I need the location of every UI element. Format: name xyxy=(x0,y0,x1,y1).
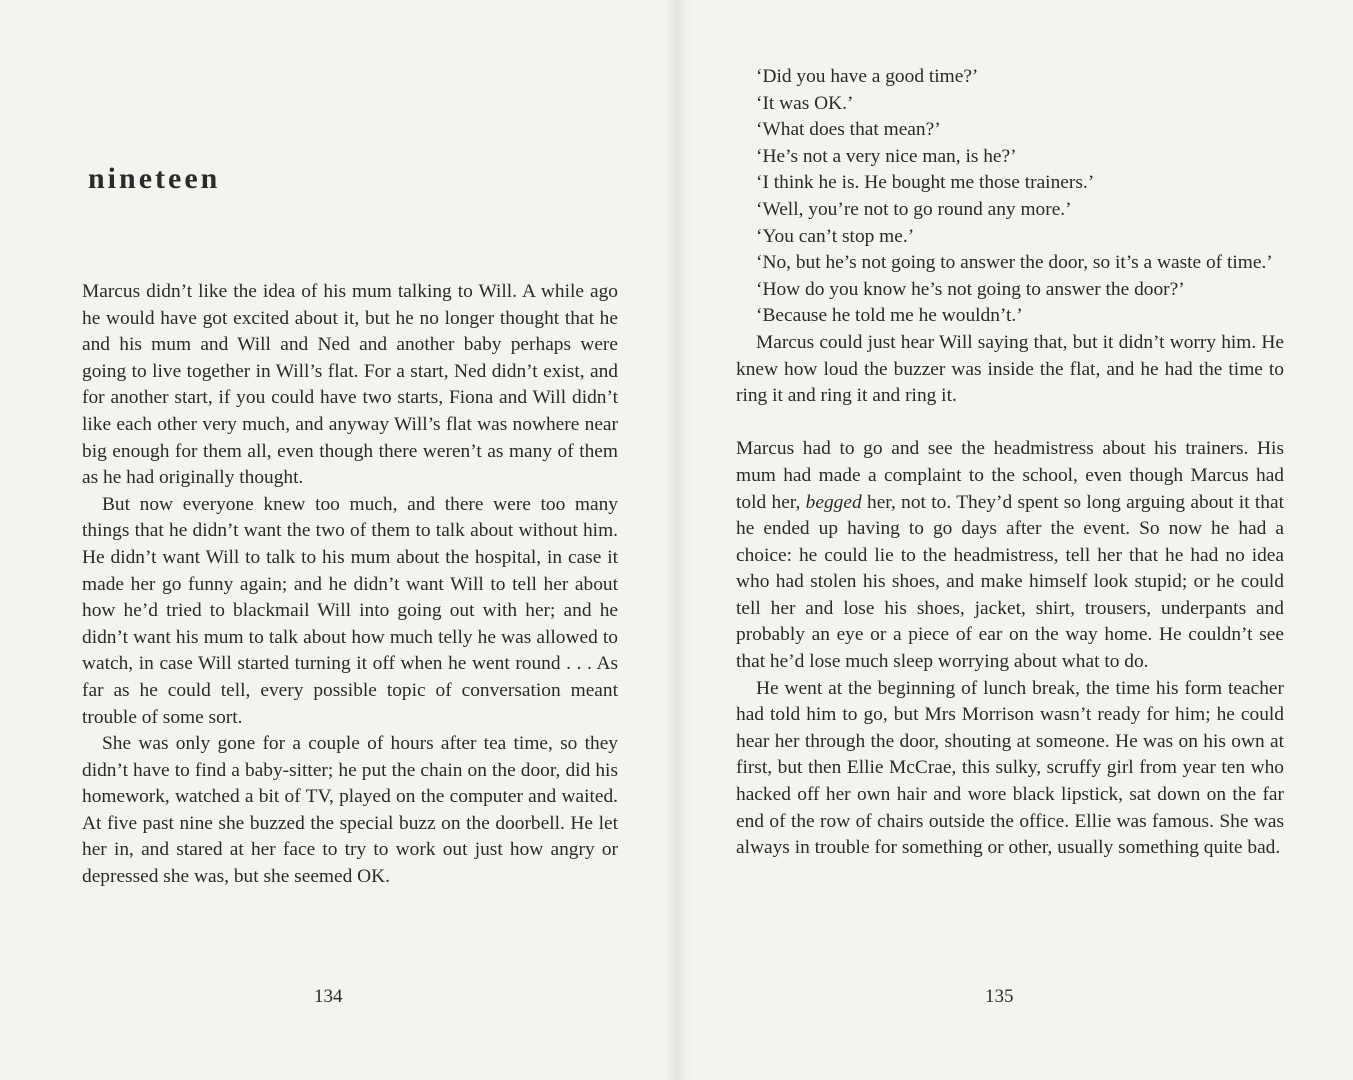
dialogue-line: ‘No, but he’s not going to answer the door, so it’s a waste of time.’ xyxy=(756,252,1273,274)
left-page xyxy=(0,0,676,1080)
dialogue-line: ‘What does that mean?’ xyxy=(756,119,941,141)
paragraph: He went at the beginning of lunch break, the time his form teacher had told him to go, but Mrs Morrison wasn’t ready for him; he could hear her through the door, shouting at someone. He was on his own at first, but then Ellie McCrae, this sulky, scruffy girl from year ten who hacked off her own hair and wore black lipstick, sat down on the far end of the row of chairs outside the office. Ellie was famous. She was always in trouble for something or other, usually something quite bad. xyxy=(736,677,1284,859)
dialogue-line: ‘Well, you’re not to go round any more.’ xyxy=(756,198,1072,220)
left-page-text xyxy=(82,279,618,891)
dialogue-line: ‘You can’t stop me.’ xyxy=(756,225,915,247)
page-number: 134 xyxy=(314,986,343,1007)
paragraph: But now everyone knew too much, and there were too many things that he didn’t want the two of them to talk about without him. He didn’t want Will to talk to his mum about the hospital, in case it made her go funny again; and he didn’t want Will to tell her about how he’d tried to blackmail Will into going out with her; and he didn’t want his mum to talk about how much telly he was allowed to watch, in case Will started turning it off when he went round . . . As far as he could tell, every possible topic of conversation meant trouble of some sort. xyxy=(82,493,618,728)
emphasis: begged xyxy=(805,491,862,513)
chapter-title: nineteen xyxy=(88,162,221,195)
page-number: 135 xyxy=(985,986,1014,1007)
text-run: her, not to. They’d spent so long arguing about it that he ended up having to go days after the event. So now he had a choice: he could lie to the headmistress, tell her that he had no idea who had stolen his shoes, and make himself look stupid; or he could tell her and lose his shoes, jacket, shirt, trousers, underpants and probably an eye or a piece of ear on the way home. He couldn’t see that he’d lose much sleep worrying about what to do. xyxy=(736,491,1284,673)
paragraph: Marcus didn’t like the idea of his mum talking to Will. A while ago he would have got excited about it, but he no longer thought that he and his mum and Will and Ned and another baby perhaps were going to live together in Will’s flat. For a start, Ned didn’t exist, and for another start, if you could have two starts, Fiona and Will didn’t like each other very much, and anyway Will’s flat was nowhere near big enough for them all, even though there weren’t as many of them as he had originally thought. xyxy=(82,281,618,489)
dialogue-line: ‘He’s not a very nice man, is he?’ xyxy=(756,145,1017,167)
dialogue-line: ‘I think he is. He bought me those trainers.’ xyxy=(756,172,1095,194)
dialogue-line: ‘It was OK.’ xyxy=(756,92,854,114)
dialogue-line: ‘Because he told me he wouldn’t.’ xyxy=(756,305,1023,327)
paragraph: She was only gone for a couple of hours after tea time, so they didn’t have to find a baby-sitter; he put the chain on the door, did his homework, watched a bit of TV, played on the computer and waited. At five past nine she buzzed the special buzz on the doorbell. He let her in, and stared at her face to try to work out just how angry or depressed she was, but she seemed OK. xyxy=(82,733,618,888)
section-break-paragraph xyxy=(736,436,1284,675)
paragraph: Marcus could just hear Will saying that, but it didn’t worry him. He knew how loud the buzzer was inside the flat, and he had the time to ring it and ring it and ring it. xyxy=(736,331,1284,407)
right-page xyxy=(676,0,1353,1080)
text-run: Marcus had to go and see the headmistress about his trainers. His mum had made a complaint to the school, even though Marcus had told her, xyxy=(736,438,1284,513)
right-page-text xyxy=(736,64,1284,862)
dialogue-line: ‘Did you have a good time?’ xyxy=(756,66,979,87)
dialogue-line: ‘How do you know he’s not going to answer the door?’ xyxy=(756,278,1185,300)
